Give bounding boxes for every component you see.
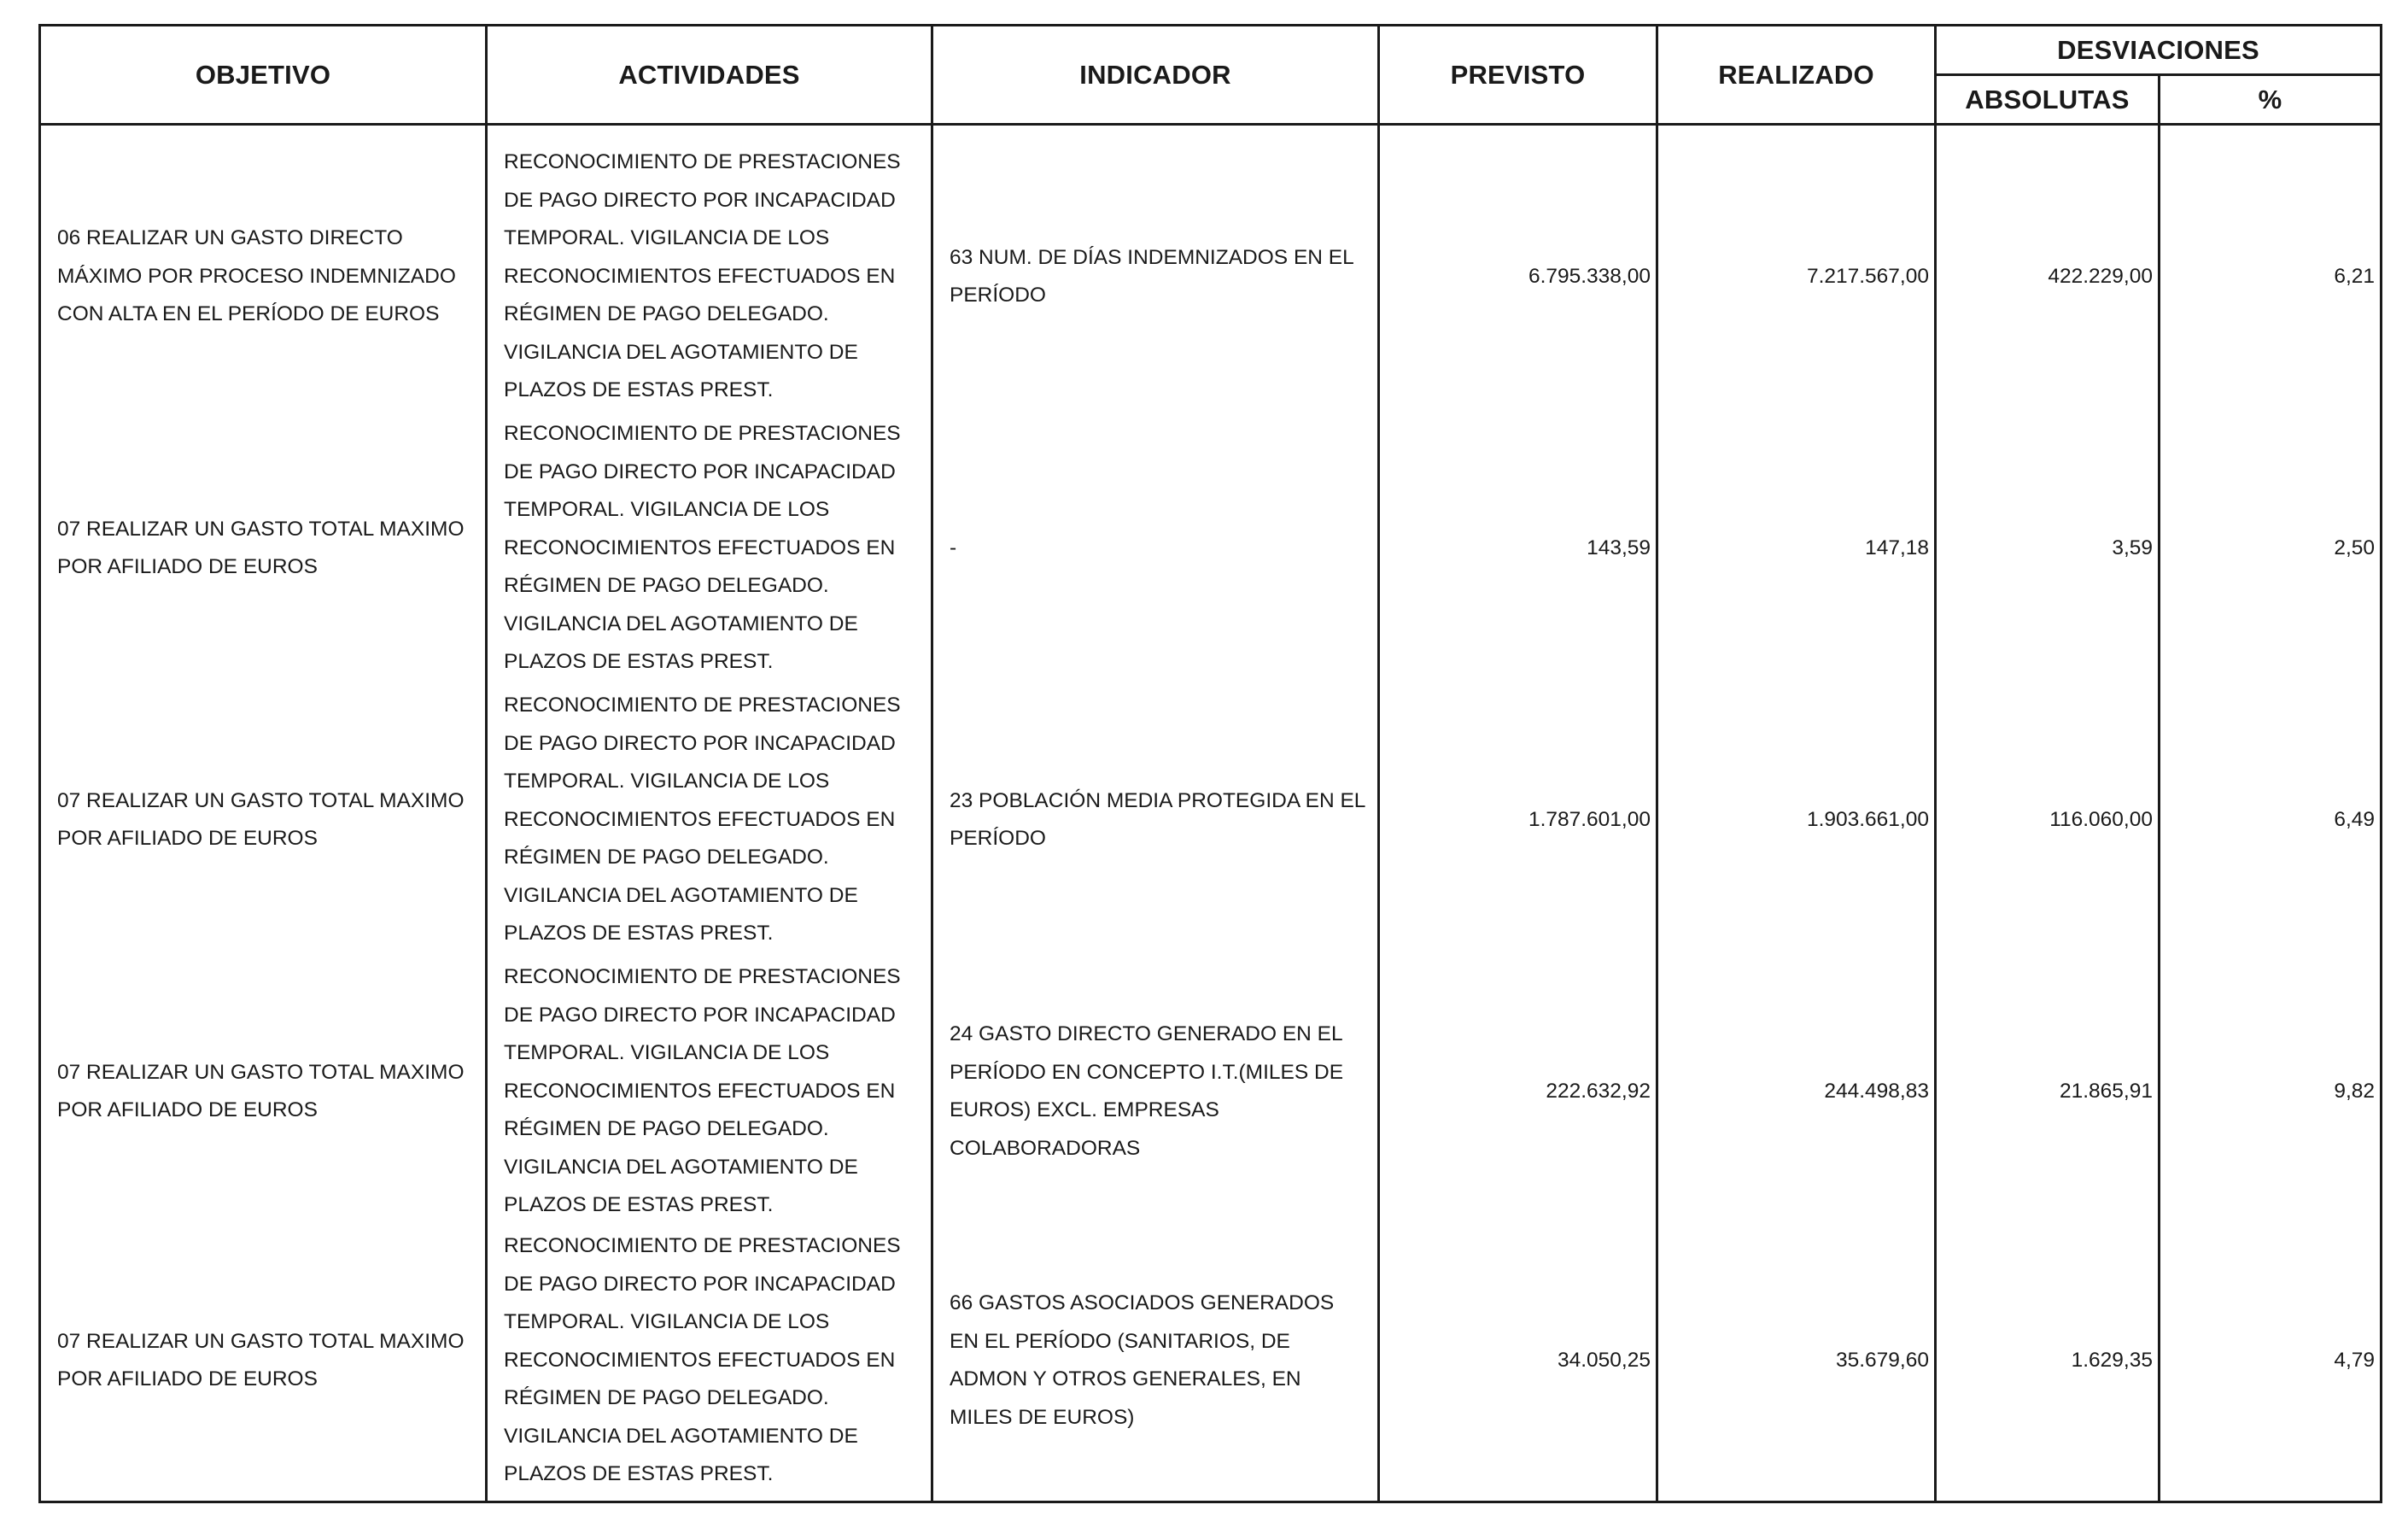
cell-absolutas: 3,59 xyxy=(1936,413,2160,684)
header-objetivo: OBJETIVO xyxy=(40,26,487,125)
cell-previsto: 222.632,92 xyxy=(1379,956,1657,1227)
cell-realizado: 7.217.567,00 xyxy=(1657,125,1936,413)
header-indicador: INDICADOR xyxy=(932,26,1379,125)
cell-indicador: 23 POBLACIÓN MEDIA PROTEGIDA EN EL PERÍODO xyxy=(932,684,1379,956)
header-previsto: PREVISTO xyxy=(1379,26,1657,125)
header-realizado: REALIZADO xyxy=(1657,26,1936,125)
cell-realizado: 1.903.661,00 xyxy=(1657,684,1936,956)
cell-objetivo: 07 REALIZAR UN GASTO TOTAL MAXIMO POR AFILIADO DE EUROS xyxy=(40,413,487,684)
cell-realizado: 35.679,60 xyxy=(1657,1227,1936,1502)
cell-absolutas: 422.229,00 xyxy=(1936,125,2160,413)
header-porcentaje: % xyxy=(2160,75,2382,125)
cell-porcentaje: 9,82 xyxy=(2160,956,2382,1227)
cell-actividades: RECONOCIMIENTO DE PRESTACIONES DE PAGO DIRECTO POR INCAPACIDAD TEMPORAL. VIGILANCIA DE LOS RECONOCIMIENTOS EFECTUADOS EN RÉGIMEN DE PAGO DELEGADO. VIGILANCIA DEL AGOTAMIENTO DE PLAZOS DE ESTAS PREST. xyxy=(487,1227,932,1502)
table-row xyxy=(40,684,2382,956)
header-absolutas: ABSOLUTAS xyxy=(1936,75,2160,125)
objectives-table xyxy=(38,24,2382,1503)
cell-absolutas: 1.629,35 xyxy=(1936,1227,2160,1502)
cell-porcentaje: 2,50 xyxy=(2160,413,2382,684)
cell-realizado: 244.498,83 xyxy=(1657,956,1936,1227)
cell-indicador: 66 GASTOS ASOCIADOS GENERADOS EN EL PERÍODO (SANITARIOS, DE ADMON Y OTROS GENERALES, EN MILES DE EUROS) xyxy=(932,1227,1379,1502)
cell-objetivo: 07 REALIZAR UN GASTO TOTAL MAXIMO POR AFILIADO DE EUROS xyxy=(40,684,487,956)
cell-objetivo: 07 REALIZAR UN GASTO TOTAL MAXIMO POR AFILIADO DE EUROS xyxy=(40,1227,487,1502)
cell-objetivo: 06 REALIZAR UN GASTO DIRECTO MÁXIMO POR PROCESO INDEMNIZADO CON ALTA EN EL PERÍODO DE EUROS xyxy=(40,125,487,413)
table-row xyxy=(40,1227,2382,1502)
cell-indicador: 24 GASTO DIRECTO GENERADO EN EL PERÍODO EN CONCEPTO I.T.(MILES DE EUROS) EXCL. EMPRESAS COLABORADORAS xyxy=(932,956,1379,1227)
table-row xyxy=(40,413,2382,684)
cell-objetivo: 07 REALIZAR UN GASTO TOTAL MAXIMO POR AFILIADO DE EUROS xyxy=(40,956,487,1227)
header-row xyxy=(40,26,2382,75)
cell-previsto: 1.787.601,00 xyxy=(1379,684,1657,956)
cell-indicador: 63 NUM. DE DÍAS INDEMNIZADOS EN EL PERÍODO xyxy=(932,125,1379,413)
table-row xyxy=(40,956,2382,1227)
cell-actividades: RECONOCIMIENTO DE PRESTACIONES DE PAGO DIRECTO POR INCAPACIDAD TEMPORAL. VIGILANCIA DE LOS RECONOCIMIENTOS EFECTUADOS EN RÉGIMEN DE PAGO DELEGADO. VIGILANCIA DEL AGOTAMIENTO DE PLAZOS DE ESTAS PREST. xyxy=(487,956,932,1227)
cell-previsto: 34.050,25 xyxy=(1379,1227,1657,1502)
header-desviaciones: DESVIACIONES xyxy=(1936,26,2382,75)
table-body xyxy=(40,125,2382,1502)
cell-absolutas: 21.865,91 xyxy=(1936,956,2160,1227)
header-actividades: ACTIVIDADES xyxy=(487,26,932,125)
table-row xyxy=(40,125,2382,413)
cell-porcentaje: 4,79 xyxy=(2160,1227,2382,1502)
cell-indicador: - xyxy=(932,413,1379,684)
cell-porcentaje: 6,49 xyxy=(2160,684,2382,956)
table-header xyxy=(40,26,2382,125)
cell-actividades: RECONOCIMIENTO DE PRESTACIONES DE PAGO DIRECTO POR INCAPACIDAD TEMPORAL. VIGILANCIA DE LOS RECONOCIMIENTOS EFECTUADOS EN RÉGIMEN DE PAGO DELEGADO. VIGILANCIA DEL AGOTAMIENTO DE PLAZOS DE ESTAS PREST. xyxy=(487,684,932,956)
cell-actividades: RECONOCIMIENTO DE PRESTACIONES DE PAGO DIRECTO POR INCAPACIDAD TEMPORAL. VIGILANCIA DE LOS RECONOCIMIENTOS EFECTUADOS EN RÉGIMEN DE PAGO DELEGADO. VIGILANCIA DEL AGOTAMIENTO DE PLAZOS DE ESTAS PREST. xyxy=(487,413,932,684)
cell-actividades: RECONOCIMIENTO DE PRESTACIONES DE PAGO DIRECTO POR INCAPACIDAD TEMPORAL. VIGILANCIA DE LOS RECONOCIMIENTOS EFECTUADOS EN RÉGIMEN DE PAGO DELEGADO. VIGILANCIA DEL AGOTAMIENTO DE PLAZOS DE ESTAS PREST. xyxy=(487,125,932,413)
cell-previsto: 6.795.338,00 xyxy=(1379,125,1657,413)
cell-absolutas: 116.060,00 xyxy=(1936,684,2160,956)
cell-previsto: 143,59 xyxy=(1379,413,1657,684)
cell-realizado: 147,18 xyxy=(1657,413,1936,684)
cell-porcentaje: 6,21 xyxy=(2160,125,2382,413)
